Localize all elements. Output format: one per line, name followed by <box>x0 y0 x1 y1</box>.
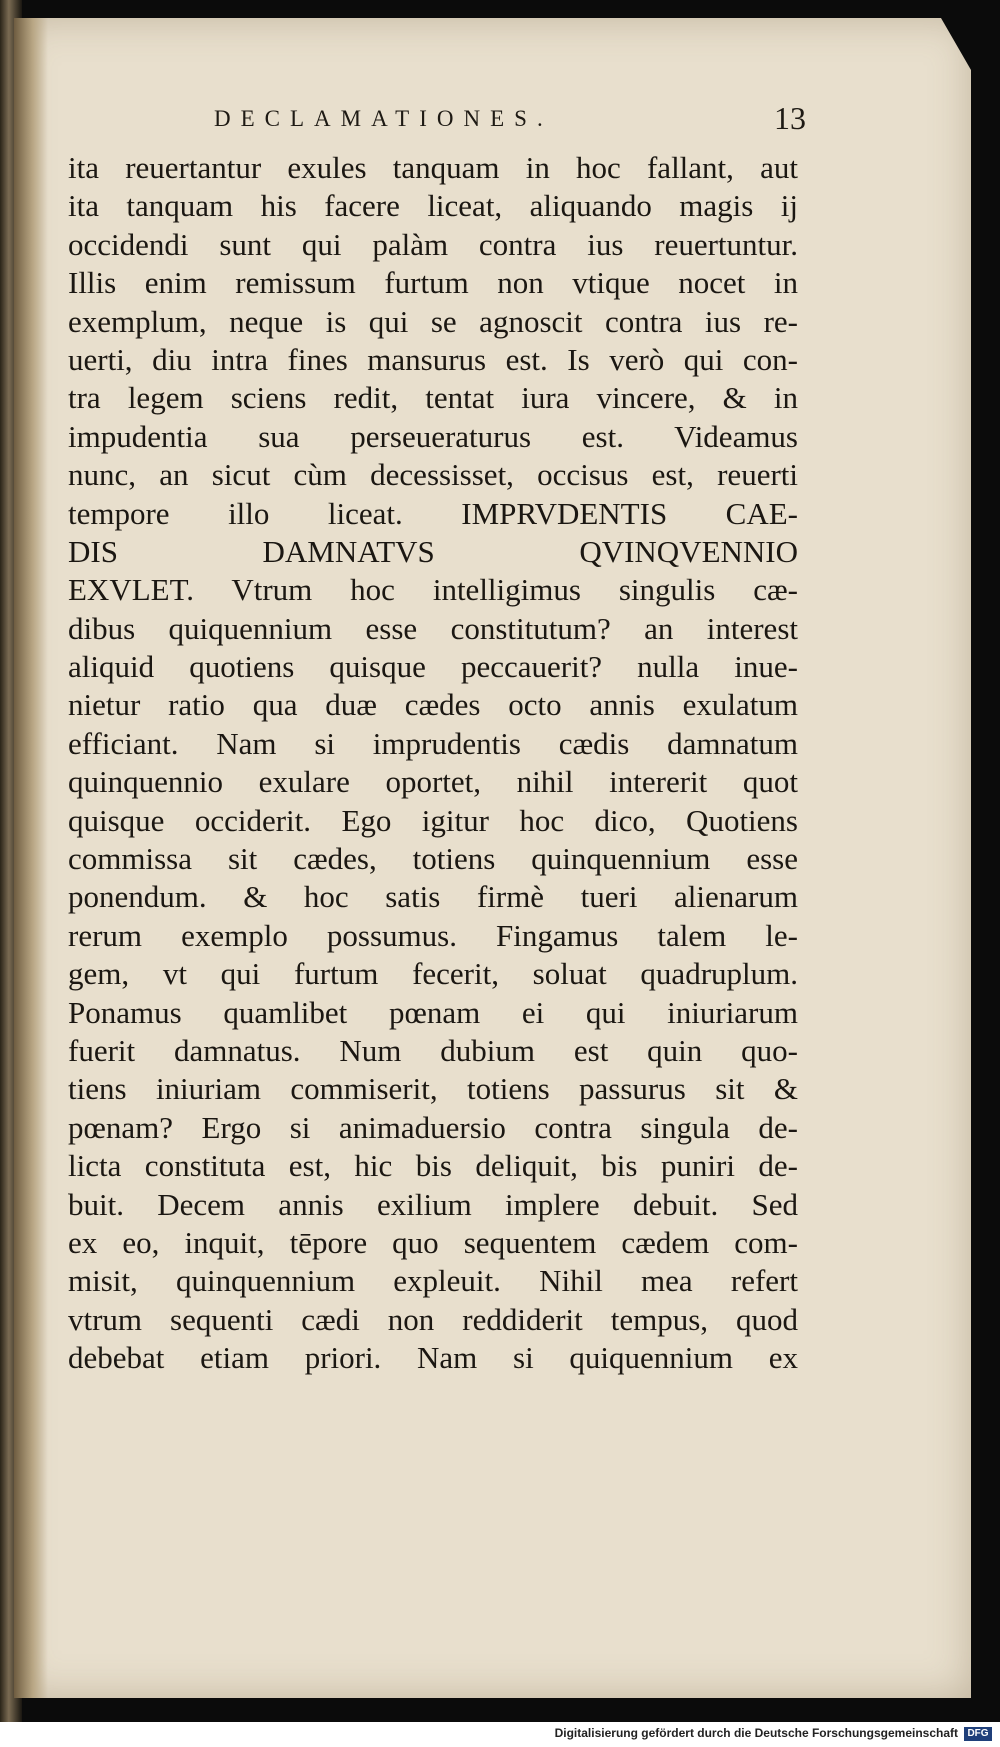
text-line: nunc, an sicut cùm decessisset, occisus est, reuerti <box>68 457 798 493</box>
text-line: commissa sit cædes, totiens quinquennium esse <box>68 841 798 877</box>
text-line: rerum exemplo possumus. Fingamus talem le- <box>68 917 798 953</box>
text-line: DIS DAMNATVS QVINQVENNIO <box>68 533 798 569</box>
text-line: vtrum sequenti cædi non reddiderit tempus, quod <box>68 1301 798 1337</box>
text-line: impudentia sua perseueraturus est. Videamus <box>68 418 798 454</box>
text-line: tiens iniuriam commiserit, totiens passurus sit & <box>68 1071 798 1107</box>
text-line: debebat etiam priori. Nam si quiquennium ex <box>68 1340 798 1376</box>
page-corner <box>941 18 971 70</box>
body-text <box>68 149 798 1378</box>
text-line: pœnam? Ergo si animaduersio contra singula de- <box>68 1109 798 1145</box>
text-line: uerti, diu intra fines mansurus est. Is verò qui con- <box>68 341 798 377</box>
dfg-logo: DFG <box>964 1727 992 1741</box>
funding-credit: Digitalisierung gefördert durch die Deutsche Forschungsgemeinschaft <box>554 1726 958 1740</box>
text-line: ponendum. & hoc satis firmè tueri alienarum <box>68 879 798 915</box>
text-line: quinquennio exulare oportet, nihil intererit quot <box>68 764 798 800</box>
text-line: exemplum, neque is qui se agnoscit contra ius re- <box>68 303 798 339</box>
text-line: licta constituta est, hic bis deliquit, bis puniri de- <box>68 1148 798 1184</box>
text-line: Ponamus quamlibet pœnam ei qui iniuriarum <box>68 994 798 1030</box>
text-line: dibus quiquennium esse constitutum? an interest <box>68 610 798 646</box>
text-line: tra legem sciens redit, tentat iura vincere, & in <box>68 380 798 416</box>
text-line: occidendi sunt qui palàm contra ius reuertuntur. <box>68 226 798 262</box>
text-line: tempore illo liceat. IMPRVDENTIS CAE- <box>68 495 798 531</box>
text-line: ita tanquam his facere liceat, aliquando magis ij <box>68 188 798 224</box>
text-line: misit, quinquennium expleuit. Nihil mea refert <box>68 1263 798 1299</box>
book-page <box>14 18 971 1698</box>
text-line: ita reuertantur exules tanquam in hoc fallant, aut <box>68 150 798 185</box>
running-head: DECLAMATIONES. <box>214 106 553 131</box>
text-line: nietur ratio qua duæ cædes octo annis exulatum <box>68 687 798 723</box>
text-line: aliquid quotiens quisque peccauerit? nulla inue- <box>68 649 798 685</box>
page-gutter-shadow <box>14 18 48 1698</box>
text-line: buit. Decem annis exilium implere debuit. Sed <box>68 1186 798 1222</box>
text-line: EXVLET. Vtrum hoc intelligimus singulis cæ- <box>68 572 798 608</box>
text-line: quisque occiderit. Ego igitur hoc dico, Quotiens <box>68 802 798 838</box>
text-line: fuerit damnatus. Num dubium est quin quo- <box>68 1032 798 1068</box>
text-line: Illis enim remissum furtum non vtique nocet in <box>68 265 798 301</box>
text-line: gem, vt qui furtum fecerit, soluat quadruplum. <box>68 956 798 992</box>
text-line: efficiant. Nam si imprudentis cædis damnatum <box>68 725 798 761</box>
text-line: ex eo, inquit, tēpore quo sequentem cædem com- <box>68 1224 798 1260</box>
digitization-footer <box>0 1722 1000 1747</box>
page-number: 13 <box>774 100 806 136</box>
